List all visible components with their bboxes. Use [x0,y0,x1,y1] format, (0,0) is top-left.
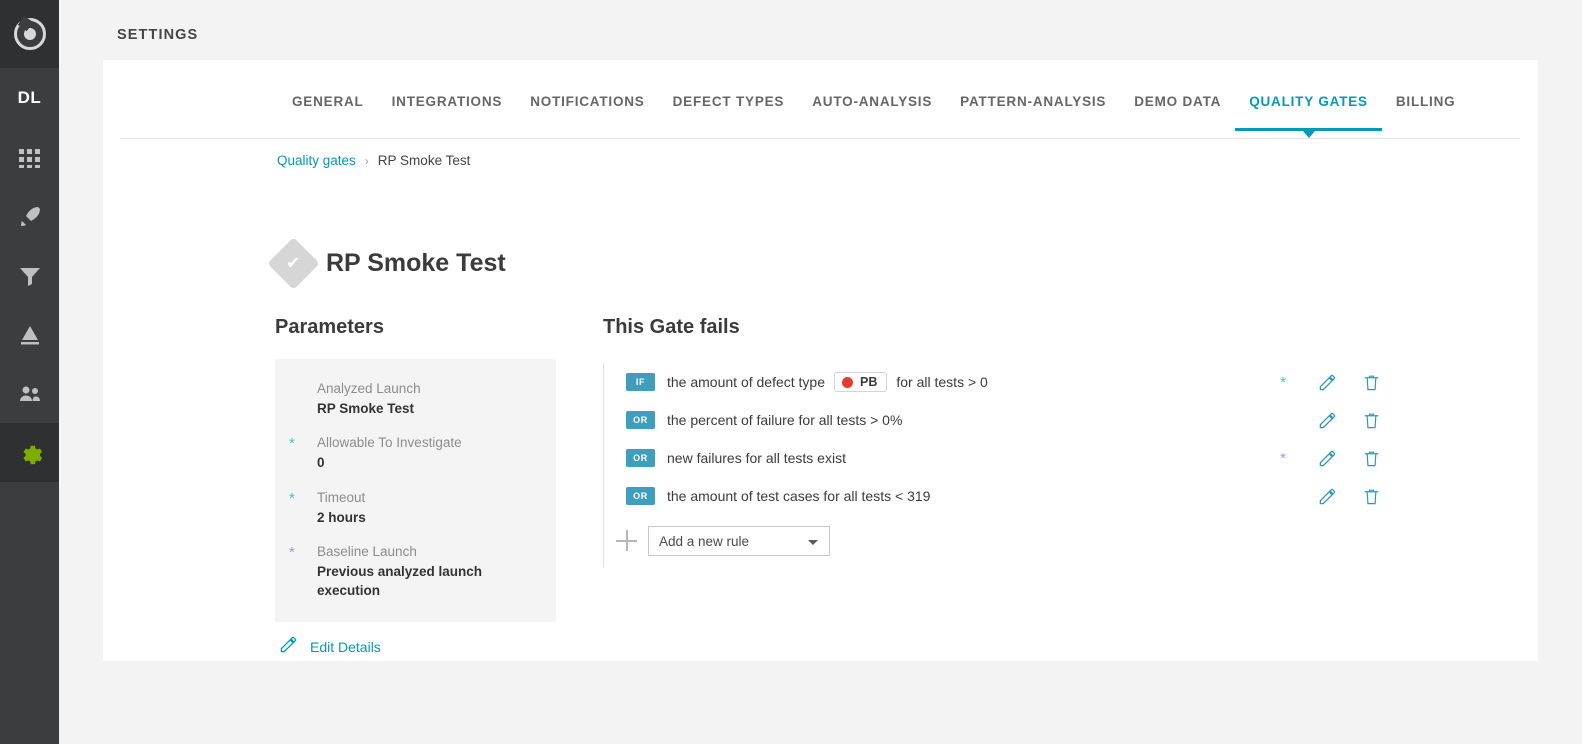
sidebar-logo[interactable] [0,0,59,68]
reportportal-logo-icon [14,18,46,50]
add-rule-row [603,515,1393,567]
check-glyph: ✔ [286,254,301,273]
rule-actions [1261,363,1393,401]
rule-text [667,372,988,392]
rule-edit-button[interactable] [1305,373,1349,392]
rule-condition-chip: OR [626,449,655,467]
breadcrumb-link-quality-gates[interactable]: Quality gates [277,153,356,168]
required-star-icon: * [1280,449,1286,467]
tab-general[interactable]: GENERAL [292,94,364,109]
rule-edit-button[interactable] [1305,411,1349,430]
gear-icon [17,440,43,466]
tab-pattern-analysis[interactable]: PATTERN-ANALYSIS [960,94,1107,109]
tab-billing[interactable]: BILLING [1395,94,1456,109]
rule-delete-button[interactable] [1349,487,1393,506]
breadcrumb-current: RP Smoke Test [377,153,471,168]
pencil-icon [1318,411,1337,430]
defect-type-code: PB [860,375,878,389]
parameter-value: 2 hours [317,509,366,525]
tab-auto-analysis[interactable]: AUTO-ANALYSIS [812,94,933,109]
parameter-label: Timeout [317,489,366,505]
breadcrumb-separator-icon: › [364,153,369,168]
add-new-rule-select[interactable] [648,526,830,556]
parameter-allowable-to-investigate [275,435,556,472]
gate-name: RP Smoke Test [326,249,506,277]
rule-edit-button[interactable] [1305,487,1349,506]
rule-text [667,450,846,466]
parameter-timeout [275,490,556,527]
settings-tabs [120,86,1520,139]
rules-list [603,363,1393,567]
pencil-icon [1318,487,1337,506]
rule-condition-chip: OR [626,487,655,505]
rule-text-before: new failures for all tests exist [667,450,846,466]
filters-icon [18,264,42,288]
sidebar [0,0,59,744]
trash-icon [1362,411,1381,430]
parameters-heading: Parameters [275,316,384,338]
chevron-down-icon [808,540,818,545]
pencil-icon [1318,373,1337,392]
gate-heading [275,245,506,282]
parameter-analyzed-launch [275,381,556,418]
tab-notifications[interactable]: NOTIFICATIONS [530,94,645,109]
required-star-icon: * [289,489,295,507]
rule-text-before: the amount of defect type [667,374,825,390]
tab-quality-gates[interactable]: QUALITY GATES [1235,86,1382,131]
required-star-icon: * [289,543,295,561]
edit-details-button[interactable] [279,635,381,659]
parameter-label: Baseline Launch [317,543,417,559]
edit-details-label: Edit Details [310,639,381,655]
rule-actions [1261,401,1393,439]
rule-delete-button[interactable] [1349,373,1393,392]
tab-demo-data[interactable]: DEMO DATA [1134,94,1222,109]
rule-text [667,412,902,428]
main-area [59,0,1582,744]
parameter-value: 0 [317,455,325,471]
rule-condition-chip: IF [626,373,655,391]
parameter-label: Analyzed Launch [317,381,421,396]
sidebar-item-launches[interactable] [0,187,59,246]
dashboard-icon [18,146,42,170]
rule-delete-button[interactable] [1349,449,1393,468]
rule-text-after: for all tests > 0 [896,374,988,390]
defect-color-dot-icon [842,377,853,388]
sidebar-item-settings[interactable] [0,423,59,482]
rule-text-before: the percent of failure for all tests > 0% [667,412,903,428]
breadcrumb [277,153,470,168]
rule-row [603,477,1393,515]
rule-row [603,401,1393,439]
tab-defect-types[interactable]: DEFECT TYPES [672,94,785,109]
sidebar-item-dashboards[interactable] [0,128,59,187]
parameter-label: Allowable To Investigate [317,435,462,451]
quality-gate-badge-icon [267,237,319,289]
parameter-value: Previous analyzed launch execution [317,563,483,599]
sidebar-item-filters[interactable] [0,246,59,305]
sidebar-item-debug[interactable] [0,305,59,364]
rule-condition-chip: OR [626,411,655,429]
trash-icon [1362,487,1381,506]
defect-type-pill [834,372,887,392]
plus-icon[interactable] [616,530,638,552]
gate-fails-heading: This Gate fails [603,316,740,338]
sidebar-item-members[interactable] [0,364,59,423]
tab-integrations[interactable]: INTEGRATIONS [391,94,503,109]
rule-delete-button[interactable] [1349,411,1393,430]
rule-row [603,439,1393,477]
debug-icon [18,323,42,347]
rule-actions [1261,477,1393,515]
settings-panel [103,60,1538,661]
required-star-icon: * [1280,373,1286,391]
required-star-icon: * [289,435,295,453]
parameter-value: RP Smoke Test [317,401,415,416]
rule-actions [1261,439,1393,477]
pencil-icon [279,635,298,659]
rule-edit-button[interactable] [1305,449,1349,468]
add-new-rule-selected-value: Add a new rule [659,533,750,549]
parameters-card [275,359,556,622]
trash-icon [1362,449,1381,468]
sidebar-project-initials[interactable]: DL [17,88,42,107]
trash-icon [1362,373,1381,392]
launches-icon [18,205,42,229]
pencil-icon [1318,449,1337,468]
parameter-baseline-launch [275,544,556,601]
members-icon [18,382,42,406]
rule-text [667,488,930,504]
rule-text-before: the amount of test cases for all tests < 319 [667,488,931,504]
rule-row [603,363,1393,401]
page-title: SETTINGS [117,27,199,43]
